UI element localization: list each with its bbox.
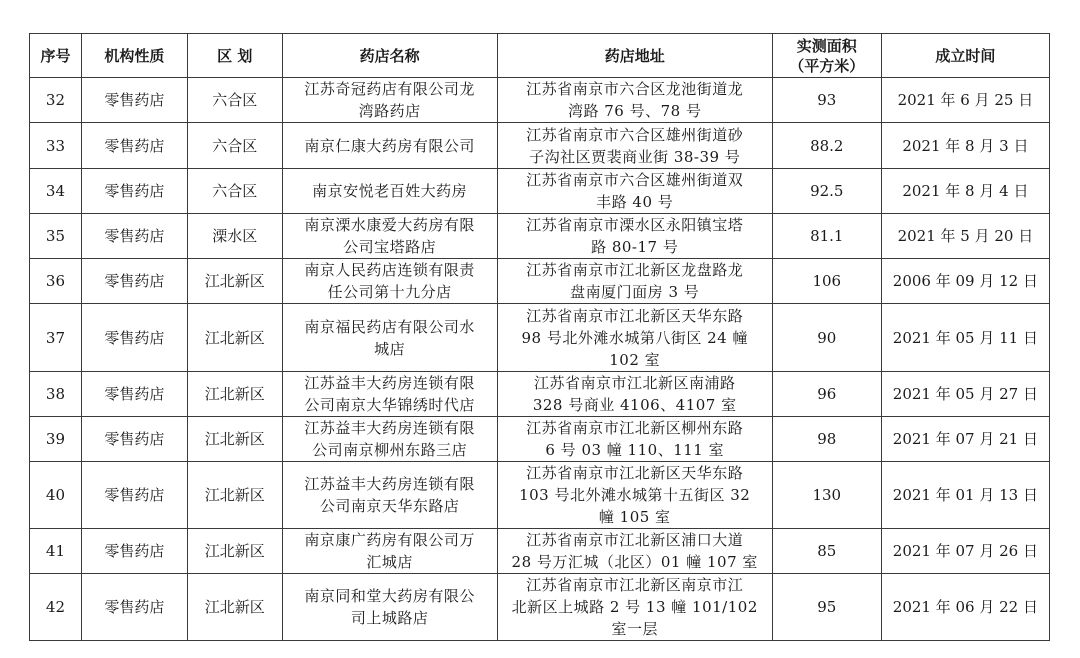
pharmacy-address-cell — [497, 372, 772, 417]
header-area — [772, 34, 881, 78]
area-cell: 85 — [772, 529, 881, 574]
established-date-cell: 2021 年 8 月 3 日 — [881, 123, 1049, 169]
table-row — [30, 214, 1050, 259]
pharmacy-name-cell — [282, 529, 497, 574]
area-cell: 95 — [772, 574, 881, 641]
pharmacy-address-cell — [497, 304, 772, 372]
pharmacy-name-cell — [282, 372, 497, 417]
pharmacy-name-cell — [282, 78, 497, 123]
table-row — [30, 304, 1050, 372]
pharmacy-address-cell-line: 江苏省南京市江北新区天华东路 — [526, 306, 744, 325]
pharmacy-name-cell-line: 公司南京大华锦绣时代店 — [304, 396, 475, 414]
table-row — [30, 259, 1050, 304]
pharmacy-name-cell-line: 任公司第十九分店 — [327, 283, 452, 301]
pharmacy-address-cell-line: 6 号 03 幢 110、111 室 — [545, 441, 725, 459]
pharmacy-address-cell-line: 室一层 — [611, 620, 658, 638]
pharmacy-address-cell-line: 98 号北外滩水城第八街区 24 幢 — [521, 328, 748, 347]
row-number-cell: 36 — [30, 259, 82, 304]
pharmacy-address-cell — [497, 214, 772, 259]
area-cell: 98 — [772, 417, 881, 462]
established-date-cell: 2021 年 5 月 20 日 — [881, 214, 1049, 259]
area-cell: 81.1 — [772, 214, 881, 259]
header-area-line2: （平方米） — [789, 56, 865, 75]
row-number-cell: 35 — [30, 214, 82, 259]
table-row — [30, 574, 1050, 641]
institution-type-cell: 零售药店 — [81, 574, 187, 641]
established-date-cell: 2021 年 07 月 26 日 — [881, 529, 1049, 574]
established-date-cell: 2021 年 05 月 11 日 — [881, 304, 1049, 372]
header-area-line1: 实测面积 — [796, 36, 857, 55]
pharmacy-name-cell — [282, 462, 497, 529]
pharmacy-name-cell-line: 江苏奇冠药店有限公司龙 — [304, 80, 475, 98]
pharmacy-name-cell-line: 城店 — [374, 339, 406, 358]
pharmacy-address-cell-line: 丰路 40 号 — [596, 193, 674, 211]
row-number-cell: 42 — [30, 574, 82, 641]
pharmacy-name-cell-line: 江苏益丰大药房连锁有限 — [304, 374, 475, 392]
district-cell: 江北新区 — [187, 417, 282, 462]
row-number-cell: 32 — [30, 78, 82, 123]
table-row — [30, 123, 1050, 169]
pharmacy-address-cell-line: 北新区上城路 2 号 13 幢 101/102 — [511, 598, 758, 616]
established-date-cell: 2021 年 05 月 27 日 — [881, 372, 1049, 417]
institution-type-cell: 零售药店 — [81, 259, 187, 304]
district-cell: 六合区 — [187, 169, 282, 214]
pharmacy-name-cell — [282, 574, 497, 641]
table-row — [30, 417, 1050, 462]
row-number-cell: 34 — [30, 169, 82, 214]
pharmacy-address-cell — [497, 78, 772, 123]
established-date-cell: 2021 年 8 月 4 日 — [881, 169, 1049, 214]
pharmacy-address-cell-line: 28 号万汇城（北区）01 幢 107 室 — [511, 553, 758, 571]
district-cell: 江北新区 — [187, 529, 282, 574]
pharmacy-name-cell-line: 公司南京柳州东路三店 — [312, 441, 468, 459]
area-cell: 88.2 — [772, 123, 881, 169]
pharmacy-name-cell — [282, 214, 497, 259]
pharmacy-name-cell — [282, 259, 497, 304]
pharmacy-address-cell-line: 路 80-17 号 — [591, 238, 679, 256]
pharmacy-address-cell — [497, 259, 772, 304]
established-date-cell: 2021 年 01 月 13 日 — [881, 462, 1049, 529]
pharmacy-name-cell-line: 司上城路店 — [350, 609, 429, 627]
district-cell: 江北新区 — [187, 304, 282, 372]
pharmacy-address-cell-line: 江苏省南京市江北新区柳州东路 — [526, 419, 744, 437]
institution-type-cell: 零售药店 — [81, 214, 187, 259]
pharmacy-address-cell-line: 103 号北外滩水城第十五街区 32 — [519, 486, 751, 504]
institution-type-cell: 零售药店 — [81, 169, 187, 214]
pharmacy-name-cell-line: 南京福民药店有限公司水 — [304, 317, 475, 336]
area-cell: 96 — [772, 372, 881, 417]
pharmacy-address-cell-line: 江苏省南京市溧水区永阳镇宝塔 — [526, 216, 744, 234]
header-type: 机构性质 — [81, 34, 187, 78]
pharmacy-name-cell — [282, 123, 497, 169]
pharmacy-name-cell-line: 南京安悦老百姓大药房 — [312, 182, 468, 200]
pharmacy-address-cell-line: 子沟社区贾裴商业街 38-39 号 — [529, 147, 741, 166]
institution-type-cell: 零售药店 — [81, 304, 187, 372]
pharmacy-name-cell-line: 公司宝塔路店 — [343, 238, 437, 256]
pharmacy-address-cell-line: 幢 105 室 — [598, 508, 671, 526]
district-cell: 江北新区 — [187, 372, 282, 417]
district-cell: 江北新区 — [187, 259, 282, 304]
area-cell: 90 — [772, 304, 881, 372]
pharmacy-address-cell-line: 江苏省南京市六合区龙池街道龙 — [526, 80, 744, 98]
header-district: 区 划 — [187, 34, 282, 78]
pharmacy-name-cell — [282, 169, 497, 214]
pharmacy-address-cell — [497, 417, 772, 462]
pharmacy-name-cell-line: 南京同和堂大药房有限公 — [304, 587, 475, 605]
area-cell: 130 — [772, 462, 881, 529]
district-cell: 六合区 — [187, 78, 282, 123]
row-number-cell: 37 — [30, 304, 82, 372]
district-cell: 江北新区 — [187, 462, 282, 529]
header-no: 序号 — [30, 34, 82, 78]
pharmacy-name-cell-line: 南京溧水康爱大药房有限 — [304, 216, 475, 234]
pharmacy-address-cell — [497, 462, 772, 529]
pharmacy-address-cell-line: 盘南厦门面房 3 号 — [570, 283, 700, 301]
established-date-cell: 2021 年 07 月 21 日 — [881, 417, 1049, 462]
pharmacy-name-cell — [282, 417, 497, 462]
institution-type-cell: 零售药店 — [81, 462, 187, 529]
institution-type-cell: 零售药店 — [81, 78, 187, 123]
established-date-cell: 2021 年 6 月 25 日 — [881, 78, 1049, 123]
table-row — [30, 529, 1050, 574]
pharmacy-name-cell-line: 南京康广药房有限公司万 — [304, 531, 475, 549]
pharmacy-table — [29, 33, 1050, 641]
table-row — [30, 462, 1050, 529]
pharmacy-name-cell-line: 南京仁康大药房有限公司 — [304, 136, 475, 155]
institution-type-cell: 零售药店 — [81, 417, 187, 462]
header-name: 药店名称 — [282, 34, 497, 78]
table-row — [30, 372, 1050, 417]
institution-type-cell: 零售药店 — [81, 372, 187, 417]
header-date: 成立时间 — [881, 34, 1049, 78]
header-address: 药店地址 — [497, 34, 772, 78]
pharmacy-address-cell-line: 江苏省南京市江北新区浦口大道 — [526, 531, 744, 549]
district-cell: 六合区 — [187, 123, 282, 169]
pharmacy-address-cell — [497, 123, 772, 169]
row-number-cell: 40 — [30, 462, 82, 529]
pharmacy-name-cell-line: 公司南京天华东路店 — [319, 497, 460, 515]
district-cell: 江北新区 — [187, 574, 282, 641]
table-body — [30, 78, 1050, 641]
pharmacy-address-cell-line: 江苏省南京市江北新区龙盘路龙 — [526, 261, 744, 279]
district-cell: 溧水区 — [187, 214, 282, 259]
pharmacy-name-cell-line: 江苏益丰大药房连锁有限 — [304, 475, 475, 493]
pharmacy-address-cell-line: 江苏省南京市江北新区南浦路 — [533, 374, 736, 392]
pharmacy-address-cell — [497, 529, 772, 574]
pharmacy-address-cell — [497, 574, 772, 641]
area-cell: 92.5 — [772, 169, 881, 214]
pharmacy-address-cell-line: 江苏省南京市六合区雄州街道双 — [526, 171, 744, 189]
table-row — [30, 169, 1050, 214]
pharmacy-name-cell — [282, 304, 497, 372]
area-cell: 93 — [772, 78, 881, 123]
table-header-row — [30, 34, 1050, 78]
pharmacy-address-cell-line: 102 室 — [609, 350, 661, 369]
pharmacy-name-cell-line: 江苏益丰大药房连锁有限 — [304, 419, 475, 437]
pharmacy-address-cell-line: 328 号商业 4106、4107 室 — [532, 396, 737, 414]
institution-type-cell: 零售药店 — [81, 529, 187, 574]
pharmacy-name-cell-line: 汇城店 — [366, 553, 413, 571]
pharmacy-address-cell-line: 江苏省南京市江北新区南京市江 — [526, 576, 744, 594]
established-date-cell: 2021 年 06 月 22 日 — [881, 574, 1049, 641]
pharmacy-address-cell-line: 江苏省南京市六合区雄州街道砂 — [526, 125, 744, 144]
row-number-cell: 41 — [30, 529, 82, 574]
row-number-cell: 39 — [30, 417, 82, 462]
table-row — [30, 78, 1050, 123]
row-number-cell: 33 — [30, 123, 82, 169]
pharmacy-address-cell — [497, 169, 772, 214]
pharmacy-address-cell-line: 江苏省南京市江北新区天华东路 — [526, 464, 744, 482]
area-cell: 106 — [772, 259, 881, 304]
institution-type-cell: 零售药店 — [81, 123, 187, 169]
pharmacy-name-cell-line: 湾路药店 — [358, 102, 421, 120]
pharmacy-address-cell-line: 湾路 76 号、78 号 — [567, 102, 702, 120]
row-number-cell: 38 — [30, 372, 82, 417]
pharmacy-name-cell-line: 南京人民药店连锁有限责 — [304, 261, 475, 279]
established-date-cell: 2006 年 09 月 12 日 — [881, 259, 1049, 304]
